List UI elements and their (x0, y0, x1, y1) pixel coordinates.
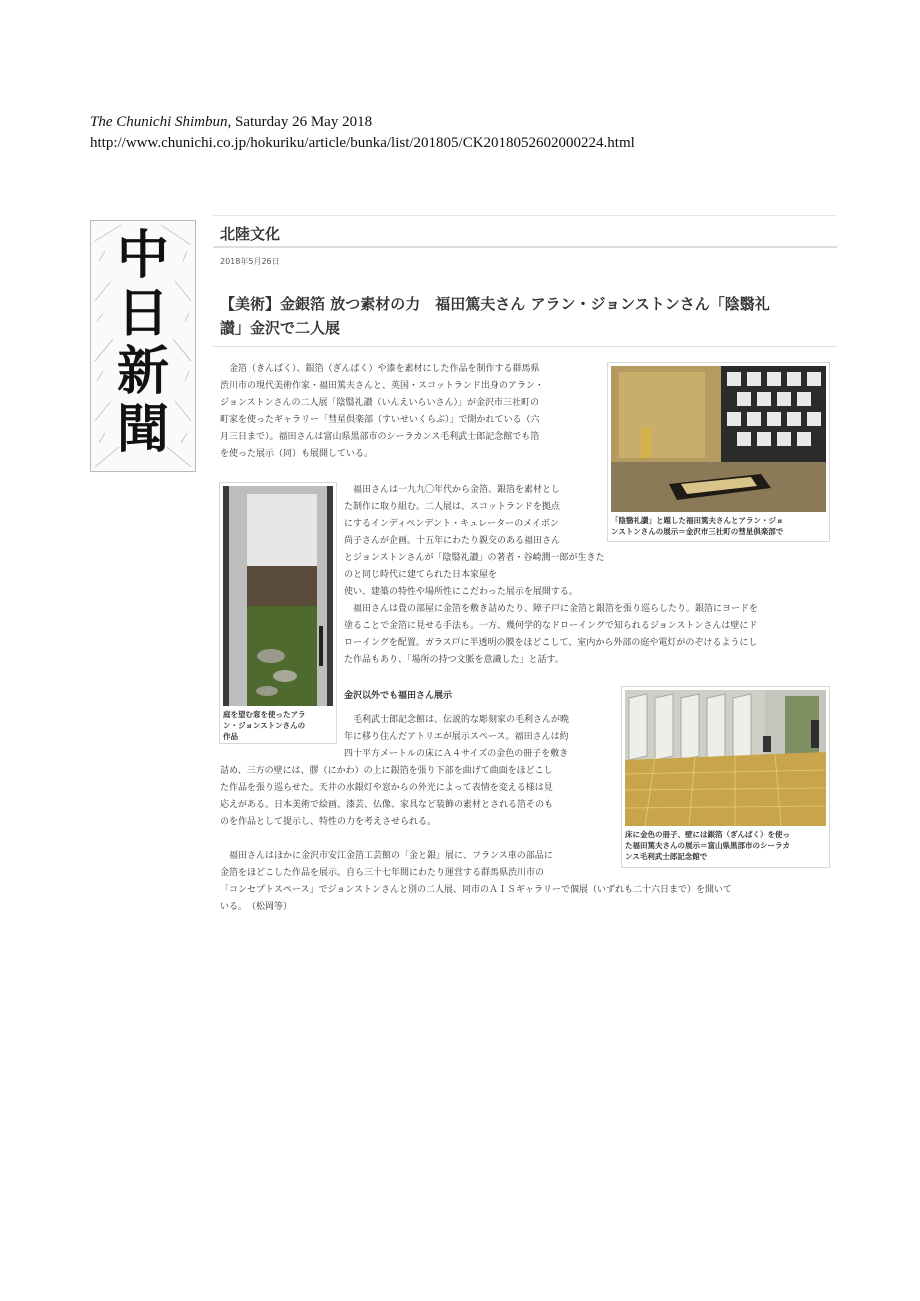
paragraph-5 (220, 848, 835, 916)
caption-line: 庭を望む窓を使ったアラ (223, 710, 306, 719)
article-headline (220, 292, 830, 340)
text-line: いる。 （松岡等） (220, 902, 293, 912)
headline-line: 【美術】金銀箔 放つ素材の力 福田篤夫さん アラン・ジョンストンさん「陰翳礼 (220, 295, 770, 313)
text-line: 応えがある。日本美術で絵画、漆芸、仏像、家具など装飾の素材とされる箔そのも (220, 800, 554, 810)
paragraph-3 (344, 601, 834, 669)
photo-window (223, 486, 333, 706)
caption-line: ン・ジョンストンさんの (223, 721, 306, 730)
caption-line: ンス毛利武士郎記念館で (625, 852, 708, 861)
caption-line: 「陰翳礼讃」と題した福田篤夫さんとアラン・ジョ (611, 516, 784, 525)
floor-illustration (625, 690, 826, 826)
figure-room-exhibition (607, 362, 830, 542)
room-illustration (611, 366, 826, 512)
text-line: 詰め、三方の壁には、膠（にかわ）の上に銀箔を張り下部を曲げて曲面をほどこし (220, 766, 553, 776)
photo-floor (625, 690, 826, 826)
logo-char: 中 (116, 225, 169, 286)
text-line: た制作に取り組む。二人展は、スコットランドを拠点 (344, 502, 560, 512)
text-line: にするインディペンデント・キュレーターのメイボン (344, 519, 559, 529)
text-line: 月三日まで）。福田さんは富山県黒部市のシーラカンス毛利武士郎記念館でも箔 (220, 432, 540, 442)
text-line: ジョンストンさんの二人展「陰翳礼讃（いんえいらいさん）」が金沢市三社町の (220, 398, 540, 408)
top-divider (213, 215, 837, 216)
article-subheading: 金沢以外でも福田さん展示 (344, 691, 453, 701)
text-line: 年に移り住んだアトリエが展示スペース。福田さんは約 (344, 732, 569, 742)
text-line: 福田さんは畳の部屋に金箔を敷き詰めたり、障子戸に金箔と銀箔を張り巡らしたり。銀箔にヨードを (353, 604, 759, 614)
article-date: 2018年5月26日 (220, 257, 280, 266)
text-line: 「コンセプトスペース」でジョンストンさんと別の二人展、同市のＡＩＳギャラリーで個展（いずれも二十六日まで）を開いて (220, 885, 733, 895)
text-line: 尚子さんが企画。十五年にわたり親交のある福田さん (344, 536, 561, 546)
text-line: 毛利武士郎記念館は、伝説的な彫刻家の毛利さんが晩 (353, 715, 570, 725)
paragraph-4 (344, 712, 612, 763)
text-line: た作品を張り巡らせた。天井の水銀灯や窓からの外光によって表情を変える様は見 (220, 783, 553, 793)
source-citation (90, 112, 635, 154)
text-line: ローイングを配置。ガラス戸に半透明の膜をほどこして、室内から外部の庭や電灯がのぞけるようにし (344, 638, 758, 648)
text-line: 渋川市の現代美術作家・福田篤夫さんと、英国・スコットランド出身のアラン・ (220, 381, 544, 391)
section-title: 北陸文化 (220, 225, 281, 243)
logo-char: 聞 (116, 399, 169, 460)
photo-room (611, 366, 826, 512)
text-line: 福田さんはほかに金沢市安江金箔工芸館の「金と銀」展に、フランス車の部品に (229, 851, 553, 861)
text-line: とジョンストンさんが「陰翳礼讃」の著者・谷崎潤一郎が生きたのと同じ時代に建てられた日本家屋を (344, 553, 605, 580)
section-divider (213, 246, 837, 248)
text-line: 使い、建築の特性や場所性にこだわった展示を展開する。 (344, 587, 578, 597)
caption-line: た福田篤夫さんの展示＝富山県黒部市のシーラカ (625, 841, 790, 850)
text-line: 塗ることで金箔に見せる手法も。一方、幾何学的なドローイングで知られるジョンストンさんは壁にド (344, 621, 758, 631)
paragraph-1 (220, 361, 605, 463)
caption-line: ンストンさんの展示＝金沢市三社町の彗星倶楽部で (611, 527, 784, 536)
chunichi-masthead-logo (90, 220, 196, 472)
caption-room (611, 515, 826, 537)
caption-line: 床に金色の冊子、壁には銀箔（ぎんぱく）を使っ (625, 830, 790, 839)
source-line (90, 112, 635, 133)
logo-char: 新 (116, 341, 169, 402)
window-illustration (223, 486, 333, 706)
text-line: 福田さんは一九九〇年代から金箔、銀箔を素材とし (353, 485, 561, 495)
text-line: 金箔をほどこした作品を展示。自ら三十七年間にわたり運営する群馬県渋川市の (220, 868, 545, 878)
logo-characters (91, 227, 195, 459)
headline-divider (213, 346, 837, 347)
figure-floor-exhibition (621, 686, 830, 868)
figure-window-artwork (219, 482, 337, 744)
text-line: 金箔（きんぱく）、銀箔（ぎんぱく）や漆を素材にした作品を制作する群馬県 (229, 364, 540, 374)
text-line: た作品もあり、「場所の持つ文脈を意識した」と話す。 (344, 655, 564, 665)
caption-line: 作品 (223, 732, 238, 741)
paragraph-2 (344, 482, 606, 601)
text-line: のを作品として提示し、特性の力を考えさせられる。 (220, 817, 437, 827)
text-line: 町家を使ったギャラリー「彗星倶楽部（すいせいくらぶ）」で開かれている（六 (220, 415, 540, 425)
source-url[interactable]: http://www.chunichi.co.jp/hokuriku/article/bunka/list/201805/CK2018052602000224.html (90, 135, 635, 151)
text-line: を使った展示（同）も展開している。 (220, 449, 374, 459)
caption-window (223, 709, 333, 742)
publication-name: The Chunichi Shimbun (90, 114, 228, 130)
paragraph-4-continued (220, 763, 615, 831)
headline-line: 讃」金沢で二人展 (220, 319, 341, 337)
logo-char: 日 (116, 283, 169, 344)
text-line: 四十平方メートルの床にＡ４サイズの金色の冊子を敷き (344, 749, 569, 759)
publication-date: , Saturday 26 May 2018 (227, 114, 373, 130)
